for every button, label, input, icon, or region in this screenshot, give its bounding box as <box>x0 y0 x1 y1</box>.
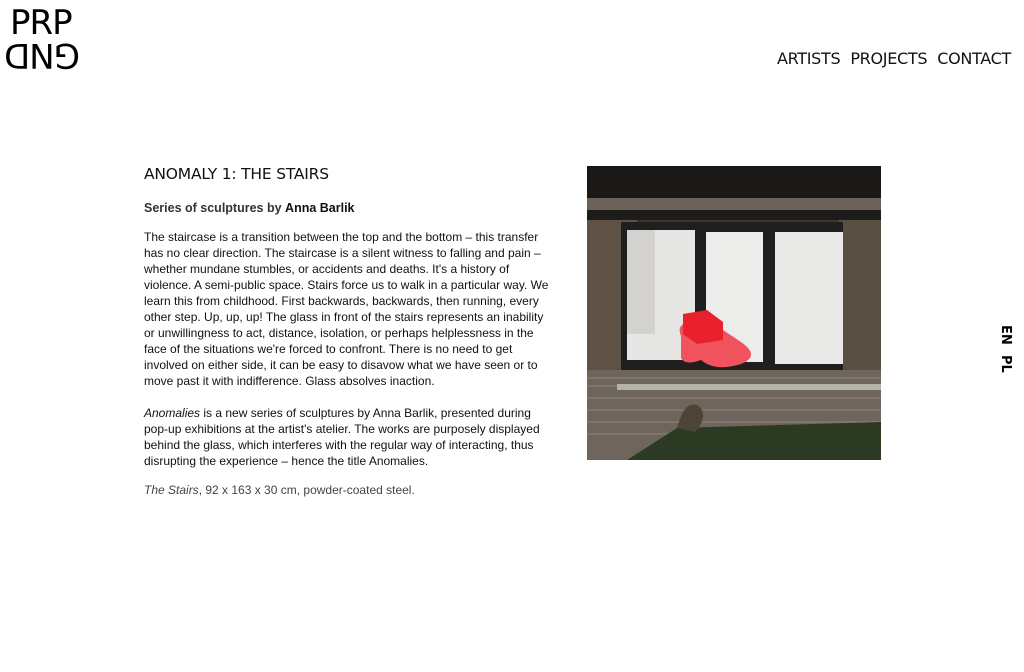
subtitle-prefix: Series of sculptures by <box>144 201 282 215</box>
nav-artists[interactable]: ARTISTS <box>776 49 841 68</box>
series-name: Anomalies <box>144 406 201 420</box>
subtitle <box>144 200 556 216</box>
lang-pl[interactable]: PL <box>998 354 1013 373</box>
artwork-details: , 92 x 163 x 30 cm, powder-coated steel. <box>198 483 415 497</box>
nav-projects[interactable]: PROJECTS <box>850 49 928 68</box>
description-paragraph-1: The staircase is a transition between the top and the bottom – this transfer has no clear direction. The staircase is a silent witness to falling and pain – whether mundane stumbles, or accidents and deaths. It's a history of violence. A semi-public space. Stairs force us to walk in a particular way. We learn this from childhood. First backwards, backwards, then running, every other step. Up, up, up! The glass in front of the stairs represents an inability or unwillingness to act, distance, isolation, or perhaps helplessness in the face of the situations we're forced to confront. There is no need to get involved on either side, it can be easy to disavow what we have seen or to move past it with indifference. Glass absolves inaction. <box>144 230 549 388</box>
main-nav <box>777 49 1011 69</box>
article <box>144 164 556 498</box>
logo-bottom-rotated: GND <box>5 35 80 75</box>
artwork-title: The Stairs <box>144 483 199 497</box>
page-title: ANOMALY 1: THE STAIRS <box>144 165 329 183</box>
artwork-caption <box>144 482 556 498</box>
lang-en[interactable]: EN <box>998 325 1013 345</box>
paragraph-2-text: is a new series of sculptures by Anna Barlik, presented during pop-up exhibitions at the artist's atelier. The works are purposely displayed behind the glass, which interferes with the regular way of interacting, thus disrupting the experience – hence the title Anomalies. <box>144 406 540 468</box>
photo-illustration <box>587 166 881 460</box>
language-switch <box>997 325 1013 373</box>
logo[interactable] <box>5 3 80 75</box>
logo-top: PRP <box>10 3 72 43</box>
artwork-photo <box>587 166 881 460</box>
nav-contact[interactable]: CONTACT <box>937 49 1011 68</box>
artist-name: Anna Barlik <box>285 201 355 215</box>
description-paragraph-2 <box>144 405 556 469</box>
